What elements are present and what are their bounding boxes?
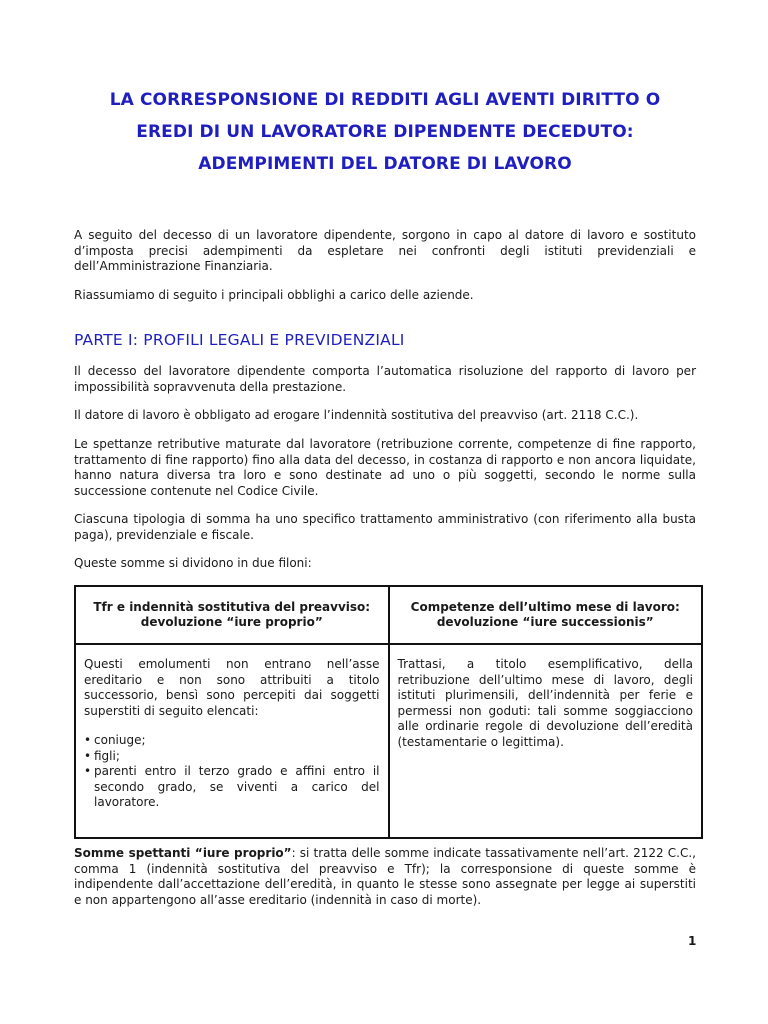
document-title [74, 84, 696, 180]
bullet-icon: • [84, 748, 92, 763]
intro-paragraph-2: Riassumiamo di seguito i principali obblighi a carico delle aziende. [74, 288, 474, 302]
list-item-text: coniuge; [94, 733, 146, 747]
superstiti-list [84, 733, 380, 811]
iure-successionis-description: Trattasi, a titolo esemplificativo, della retribuzione dell’ultimo mese di lavoro, degli istituti plurimensili, dell’indennità per ferie e permessi non goduti: tali somme soggiacciono alle ordinarie regole di devoluzione dell’eredità (testamentarie o legittima). [397, 657, 693, 749]
section1-paragraph-2: Il datore di lavoro è obbligato ad erogare l’indennità sostitutiva del preavviso (art. 2118 C.C.). [74, 408, 639, 422]
title-line-3: ADEMPIMENTI DEL DATORE DI LAVORO [198, 154, 572, 174]
list-item [84, 764, 380, 811]
list-item-text: figli; [94, 748, 120, 763]
page-number: 1 [688, 934, 697, 948]
section1-paragraph-3: Le spettanze retributive maturate dal lavoratore (retribuzione corrente, competenze di fine rapporto, trattamento di fine rapporto) fino alla data del decesso, in costanza di rapporto e non ancora liquidate, hanno natura diversa tra loro e sono destinate ad uno o più soggetti, secondo le norme sulla successione contenute nel Codice Civile. [74, 437, 696, 498]
section-heading-parte-1: PARTE I: PROFILI LEGALI E PREVIDENZIALI [74, 331, 405, 349]
section1-paragraph-1: Il decesso del lavoratore dipendente comporta l’automatica risoluzione del rapporto di lavoro per impossibilità sopravvenuta della prestazione. [74, 364, 696, 394]
table-header-iure-successionis: Competenze dell’ultimo mese di lavoro: devoluzione “iure successionis” [389, 586, 703, 644]
table-body-row [75, 644, 702, 838]
bullet-icon: • [84, 764, 92, 778]
intro-paragraph-1: A seguito del decesso di un lavoratore dipendente, sorgono in capo al datore di lavoro e sostituto d’imposta precisi adempimenti da espletare nei confronti degli istituti previdenziali e dell’Amministrazione Finanziaria. [74, 228, 696, 273]
table-cell-iure-proprio [75, 644, 389, 838]
table-header-iure-proprio: Tfr e indennità sostitutiva del preavviso: devoluzione “iure proprio” [75, 586, 389, 644]
list-item [84, 749, 380, 765]
closing-bold-lead: Somme spettanti “iure proprio” [74, 846, 292, 860]
closing-text: : si tratta delle somme indicate tassativamente nell’art. 2122 C.C., comma 1 (indennità sostitutiva del preavviso e Tfr); la corresponsione di queste somme è indipendente dall’accettazione dell’eredità, in quanto le stesse sono assegnate per legge ai superstiti e non appartengono all’asse ereditario (indennità in caso di morte). [74, 846, 696, 907]
bullet-icon: • [84, 733, 92, 747]
filoni-table [74, 585, 703, 839]
section1-paragraph-5: Queste somme si dividono in due filoni: [74, 556, 312, 570]
closing-paragraph [74, 846, 696, 908]
title-line-2: EREDI DI UN LAVORATORE DIPENDENTE DECEDUTO: [136, 122, 634, 142]
list-item-text: parenti entro il terzo grado e affini entro il secondo grado, se viventi a carico del lavoratore. [94, 764, 380, 809]
iure-proprio-description: Questi emolumenti non entrano nell’asse ereditario e non sono attribuiti a titolo successorio, bensì sono percepiti dai soggetti superstiti di seguito elencati: [84, 657, 380, 718]
table-cell-iure-successionis [389, 644, 703, 838]
section1-paragraph-4: Ciascuna tipologia di somma ha uno specifico trattamento amministrativo (con riferimento alla busta paga), previdenziale e fiscale. [74, 512, 696, 542]
title-line-1: LA CORRESPONSIONE DI REDDITI AGLI AVENTI DIRITTO O [109, 90, 661, 110]
table-header-row [75, 586, 702, 644]
list-item [84, 733, 380, 749]
